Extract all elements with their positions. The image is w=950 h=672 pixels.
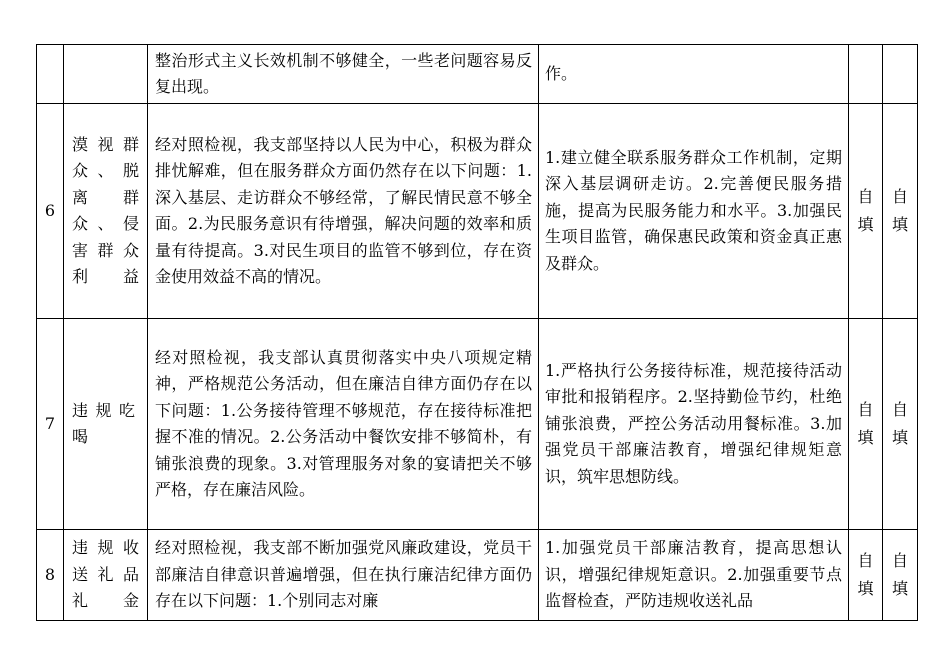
fill-cell <box>883 104 918 319</box>
problem-cell: 经对照检视，我支部坚持以人民为中心，积极为群众排忧解难，但在服务群众方面仍然存在以下问题：1.深入基层、走访群众不够经常，了解民情民意不够全面。2.为民服务意识有待增强，解决问题的效率和质量有待提高。3.对民生项目的监管不够到位，存在资金使用效益不高的情况。 <box>148 104 539 319</box>
fill-label: 自填 <box>857 187 874 234</box>
fill-cell <box>849 104 883 319</box>
row-number: 6 <box>37 104 64 319</box>
table-row <box>37 104 918 319</box>
measure-cell: 作。 <box>539 45 849 104</box>
fill-cell <box>883 319 918 530</box>
row-number: 8 <box>37 530 64 621</box>
category-cell: 漠视群众、脱离群众、侵害群众利益 <box>64 104 148 319</box>
table-row <box>37 530 918 621</box>
category-cell: 违规收送礼品礼金 <box>64 530 148 621</box>
measure-cell: 1.建立健全联系服务群众工作机制，定期深入基层调研走访。2.完善便民服务措施，提高为民服务能力和水平。3.加强民生项目监管，确保惠民政策和资金真正惠及群众。 <box>539 104 849 319</box>
row-number: 7 <box>37 319 64 530</box>
fill-label: 自填 <box>857 551 874 598</box>
measure-cell: 1.加强党员干部廉洁教育，提高思想认识，增强纪律规矩意识。2.加强重要节点监督检查，严防违规收送礼品 <box>539 530 849 621</box>
category-cell: 违规吃喝 <box>64 319 148 530</box>
measure-cell: 1.严格执行公务接待标准，规范接待活动审批和报销程序。2.坚持勤俭节约，杜绝铺张浪费，严控公务活动用餐标准。3.加强党员干部廉洁教育，增强纪律规矩意识，筑牢思想防线。 <box>539 319 849 530</box>
rectification-table <box>36 44 918 621</box>
fill-label: 自填 <box>892 551 909 598</box>
problem-cell: 经对照检视，我支部不断加强党风廉政建设，党员干部廉洁自律意识普遍增强，但在执行廉洁纪律方面仍存在以下问题：1.个别同志对廉 <box>148 530 539 621</box>
fill-cell <box>849 45 883 104</box>
fill-cell <box>883 45 918 104</box>
fill-label: 自填 <box>892 187 909 234</box>
table-row <box>37 319 918 530</box>
row-number <box>37 45 64 104</box>
table-row <box>37 45 918 104</box>
problem-cell: 经对照检视，我支部认真贯彻落实中央八项规定精神，严格规范公务活动，但在廉洁自律方面仍存在以下问题：1.公务接待管理不够规范，存在接待标准把握不准的情况。2.公务活动中餐饮安排不够简朴，有铺张浪费的现象。3.对管理服务对象的宴请把关不够严格，存在廉洁风险。 <box>148 319 539 530</box>
category-cell <box>64 45 148 104</box>
fill-cell <box>849 319 883 530</box>
fill-cell <box>883 530 918 621</box>
problem-cell: 整治形式主义长效机制不够健全，一些老问题容易反复出现。 <box>148 45 539 104</box>
fill-label: 自填 <box>857 400 874 447</box>
fill-cell <box>849 530 883 621</box>
fill-label: 自填 <box>892 400 909 447</box>
